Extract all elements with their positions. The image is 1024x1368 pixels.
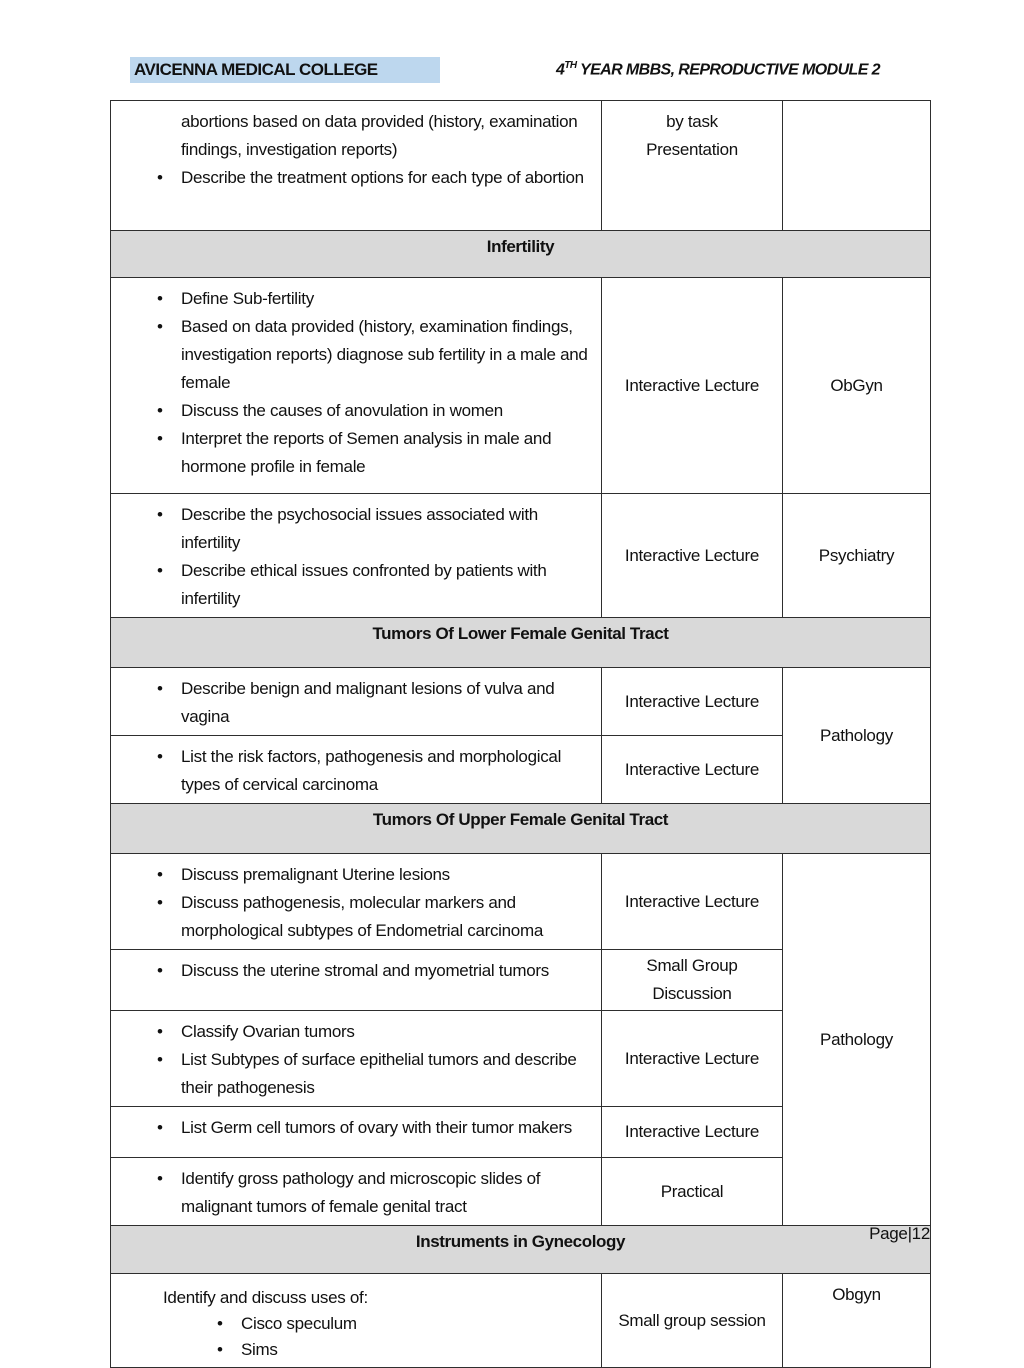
page-number: Page|12 [869,1224,930,1243]
section-header-lower-tract: Tumors Of Lower Female Genital Tract [111,618,931,668]
objectives-cell [111,1158,602,1226]
objective-sublist [111,1311,593,1363]
section-row [111,804,931,854]
objectives-cell [111,1107,602,1158]
objective-item: • Describe the psychosocial issues associated with infertility [111,501,593,557]
department-cell: Obgyn [783,1274,931,1368]
department-cell: Psychiatry [783,494,931,618]
table-row [111,278,931,494]
method-line: by task [666,112,718,131]
section-row [111,1226,931,1274]
method-cell: Interactive Lecture [602,278,783,494]
method-cell: Interactive Lecture [602,494,783,618]
objectives-cell [111,668,602,736]
curriculum-table [110,100,931,1368]
table-row [111,494,931,618]
objectives-cell [111,101,602,231]
table-row [111,1274,931,1368]
method-cell: Small group session [602,1274,783,1368]
method-cell: Interactive Lecture [602,1011,783,1107]
module-title [556,60,936,79]
objective-list [111,164,593,192]
method-cell: Interactive Lecture [602,854,783,950]
objective-item: • Discuss pathogenesis, molecular markers and morphological subtypes of Endometrial carcinoma [111,889,593,945]
module-year: 4 [556,61,565,79]
objective-item: • List Subtypes of surface epithelial tumors and describe their pathogenesis [111,1046,593,1102]
objective-item: • Identify gross pathology and microscopic slides of malignant tumors of female genital tract [111,1165,593,1221]
objective-intro: Identify and discuss uses of: [163,1288,368,1307]
objective-list [111,1114,593,1142]
objectives-cell [111,278,602,494]
objective-item: • Based on data provided (history, examination findings, investigation reports) diagnose sub fertility in a male and female [111,313,593,397]
objective-list [111,501,593,613]
objective-list [111,1165,593,1221]
method-cell: Interactive Lecture [602,736,783,804]
module-ordinal-sup: TH [564,60,577,71]
section-row [111,231,931,278]
department-cell: Pathology [783,668,931,804]
objective-item: • Classify Ovarian tumors [111,1018,593,1046]
method-line: Presentation [646,140,738,159]
objectives-cell [111,854,602,950]
objectives-cell [111,950,602,1011]
objective-item: • Interpret the reports of Semen analysis in male and hormone profile in female [111,425,593,481]
objective-subitem: • Sims [111,1337,593,1363]
objective-item: • Discuss premalignant Uterine lesions [111,861,593,889]
objective-list [111,861,593,945]
objective-item: • Discuss the causes of anovulation in women [111,397,593,425]
objective-continuation: abortions based on data provided (history, examination findings, investigation reports) [181,112,578,159]
objective-item: • List the risk factors, pathogenesis and morphological types of cervical carcinoma [111,743,593,799]
method-cell [602,950,783,1011]
objective-item: • Discuss the uterine stromal and myometrial tumors [111,957,593,985]
objective-list [111,285,593,481]
objective-list [111,1018,593,1102]
method-line: Discussion [652,984,732,1003]
objective-item: • List Germ cell tumors of ovary with their tumor makers [111,1114,593,1142]
module-rest: YEAR MBBS, REPRODUCTIVE MODULE 2 [576,61,880,79]
method-line: Small Group [646,956,738,975]
method-cell [602,101,783,231]
objective-subitem: • Cisco speculum [111,1311,593,1337]
department-cell: ObGyn [783,278,931,494]
section-header-instruments: Instruments in Gynecology [111,1226,931,1274]
department-cell: Pathology [783,854,931,1226]
college-name: AVICENNA MEDICAL COLLEGE [130,57,440,83]
section-header-upper-tract: Tumors Of Upper Female Genital Tract [111,804,931,854]
objective-list [111,743,593,799]
objectives-cell [111,736,602,804]
objective-item: • Describe the treatment options for each type of abortion [111,164,593,192]
section-row [111,618,931,668]
method-cell: Interactive Lecture [602,668,783,736]
objectives-cell [111,1274,602,1368]
section-header-infertility: Infertility [111,231,931,278]
objectives-cell [111,1011,602,1107]
objectives-cell [111,494,602,618]
table-row [111,854,931,950]
method-cell: Interactive Lecture [602,1107,783,1158]
table-row [111,668,931,736]
objective-list [111,675,593,731]
objective-item: • Describe benign and malignant lesions of vulva and vagina [111,675,593,731]
objective-item: • Define Sub-fertility [111,285,593,313]
method-cell: Practical [602,1158,783,1226]
table-row [111,101,931,231]
objective-item: • Describe ethical issues confronted by patients with infertility [111,557,593,613]
objective-list [111,957,593,985]
department-cell [783,101,931,231]
